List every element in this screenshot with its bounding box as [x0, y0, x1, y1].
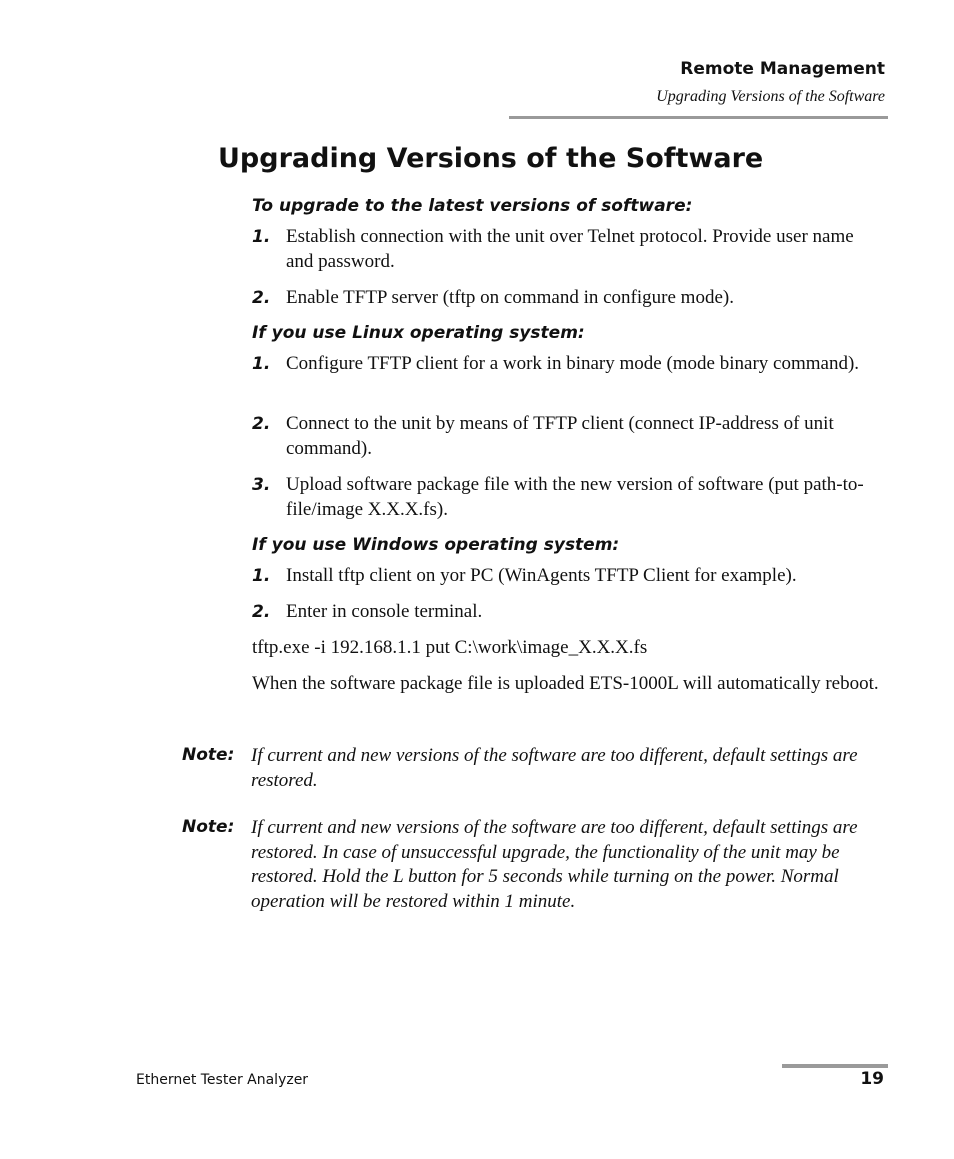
windows-step-1 — [252, 564, 877, 589]
step-number: 1. — [252, 566, 271, 586]
step-number: 2. — [252, 414, 271, 434]
step-text: Enable TFTP server (tftp on command in configure mode). — [286, 287, 734, 308]
command-line: tftp.exe -i 192.168.1.1 put C:\work\image_X.X.X.fs — [252, 637, 648, 658]
linux-heading: If you use Linux operating system: — [252, 323, 585, 343]
step-number: 1. — [252, 227, 271, 247]
step-number: 2. — [252, 288, 271, 308]
linux-step-3 — [252, 473, 877, 522]
linux-step-2 — [252, 412, 877, 461]
running-header-subsection: Upgrading Versions of the Software — [656, 88, 885, 105]
note-label: Note: — [182, 817, 235, 837]
step-number: 2. — [252, 602, 271, 622]
footer-product-name: Ethernet Tester Analyzer — [136, 1072, 309, 1088]
step-text: Establish connection with the unit over Telnet protocol. Provide user name and password. — [286, 226, 854, 272]
linux-step-1 — [252, 352, 877, 377]
header-rule — [509, 116, 888, 119]
step-number: 1. — [252, 354, 271, 374]
page-title: Upgrading Versions of the Software — [218, 143, 764, 174]
windows-heading: If you use Windows operating system: — [252, 535, 620, 555]
step-text: Install tftp client on yor PC (WinAgents TFTP Client for example). — [286, 565, 797, 586]
intro-step-2 — [252, 286, 877, 311]
intro-step-1 — [252, 225, 877, 274]
intro-heading: To upgrade to the latest versions of software: — [252, 196, 693, 216]
running-header-section: Remote Management — [680, 59, 885, 79]
step-text: Connect to the unit by means of TFTP client (connect IP-address of unit command). — [286, 413, 834, 459]
step-number: 3. — [252, 475, 271, 495]
step-text: Upload software package file with the new version of software (put path-to-file/image X.X.X.fs). — [286, 474, 864, 520]
step-text: Configure TFTP client for a work in binary mode (mode binary command). — [286, 353, 860, 374]
windows-step-2 — [252, 600, 877, 625]
page-number: 19 — [860, 1069, 884, 1089]
reboot-text: When the software package file is uploaded ETS-1000L will automatically reboot. — [252, 673, 879, 694]
note-label: Note: — [182, 745, 235, 765]
note-text: If current and new versions of the software are too different, default settings are restored. — [251, 745, 858, 791]
footer-rule — [782, 1064, 888, 1068]
note-text: If current and new versions of the software are too different, default settings are restored. In case of unsuccessful upgrade, the functionality of the unit may be restored. Hold the L button for 5 seconds while turning on the power. Normal operation will be restored within 1 minute. — [251, 817, 858, 912]
step-text: Enter in console terminal. — [286, 601, 483, 622]
